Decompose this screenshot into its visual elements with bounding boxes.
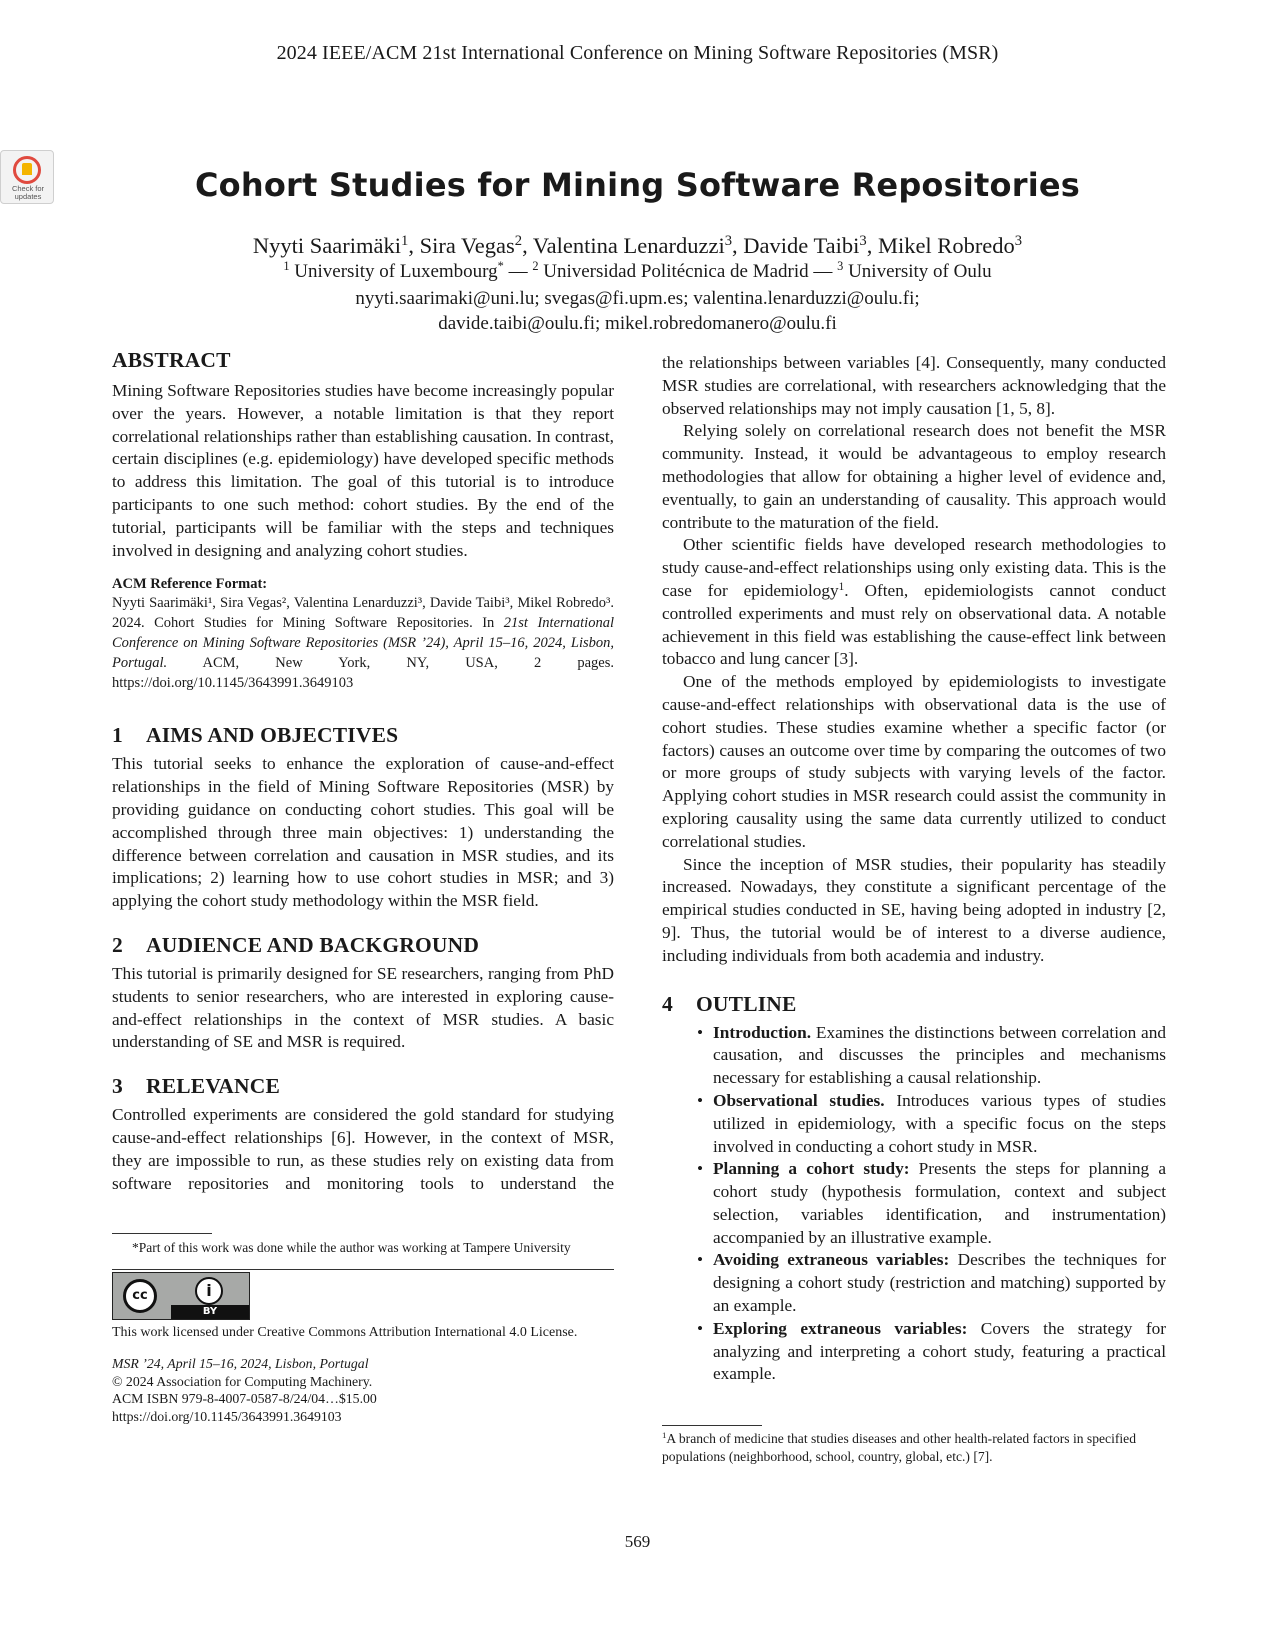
footnote-ref[interactable]: 1	[838, 580, 845, 593]
license-rule	[112, 1269, 614, 1270]
section-heading: 2 AUDIENCE AND BACKGROUND	[112, 932, 480, 957]
section-text: This tutorial is primarily designed for SE researchers, ranging from PhD students to senior researchers, who are interested in exploring cause-and-effect relationships in the context of MSR studies. A basic understanding of SE and MSR is required.	[112, 963, 614, 1052]
section-heading: 4 OUTLINE	[662, 991, 797, 1016]
footnote-text: $^1$A branch of medicine that studies diseases and other health-related factors in specified populations (neighborhood, school, country, global, etc.) [7].	[662, 1430, 1136, 1464]
abstract-text: Mining Software Repositories studies have become increasingly popular over the years. However, a notable limitation is that they report correlational relationships rather than establishing causation. In contrast, certain disciplines (e.g. epidemiology) have developed specific methods to address this limitation. The goal of this tutorial is to introduce participants to one such method: cohort studies. By the end of the tutorial, participants will be familiar with the steps and techniques involved in designing and analyzing cohort studies.	[112, 381, 614, 560]
section-text: the relationships between variables [4]. Consequently, many conducted MSR studies are correlational, with researchers acknowledging that the observed relationships may not imply causation [1, 5, 8].	[662, 353, 1166, 418]
author-emails	[0, 286, 1275, 336]
email-line: nyyti.saarimaki@uni.lu; svegas@fi.upm.es; valentina.lenarduzzi@oulu.fi;	[355, 288, 920, 309]
section-heading: 1 AIMS AND OBJECTIVES	[112, 723, 399, 748]
affiliations: $^1$ University of Luxembourg* — $^2$ Universidad Politécnica de Madrid — $^3$ University of Oulu	[283, 259, 992, 282]
abstract-heading: ABSTRACT	[112, 348, 231, 372]
list-item: • Exploring extraneous variables: Covers the strategy for analyzing and interpreting a cohort study, featuring a practical example.	[697, 1318, 1166, 1384]
section-text: Other scientific fields have developed research methodologies to study cause-and-effect relationships using only existing data. This is the case for epidemiology$^1$. Often, epidemiologists cannot conduct controlled experiments and must rely on observational data. A notable achievement in this field was establishing the cause-effect link between tobacco and lung cancer [3].	[662, 535, 1166, 669]
list-item: • Introduction. Examines the distinctions between correlation and causation, and discusses the principles and mechanisms necessary for establishing a causal relationship.	[697, 1022, 1166, 1088]
section-text: This tutorial seeks to enhance the exploration of cause-and-effect relationships in the field of Mining Software Repositories (MSR) by providing guidance on conducting cohort studies. This goal will be accomplished through three main objectives: 1) understanding the difference between correlation and causation in MSR studies, and its implications; 2) learning how to use cohort studies in MSR; and 3) applying the cohort study methodology within the MSR field.	[112, 754, 614, 911]
license-text: This work licensed under Creative Commons Attribution International 4.0 License.	[112, 1325, 578, 1340]
page-number: 569	[624, 1532, 651, 1551]
section-text: Relying solely on correlational research does not benefit the MSR community. Instead, it would be advantageous to employ research methodologies that allow for obtaining a higher level of evidence and, eventually, to gain an understanding of causality. This approach would contribute to the maturation of the field.	[662, 421, 1166, 532]
author: Nyyti Saarimäki	[252, 233, 401, 258]
author-list: Nyyti Saarimäki$^1$, Sira Vegas$^2$, Valentina Lenarduzzi$^3$, Davide Taibi$^3$, Mikel Robredo$^3$	[252, 232, 1023, 258]
author: Mikel Robredo	[877, 233, 1015, 258]
right-footnote	[662, 1425, 1166, 1466]
left-footer	[112, 1233, 614, 1425]
right-column	[662, 352, 1166, 1386]
list-item: • Planning a cohort study: Presents the steps for planning a cohort study (hypothesis formulation, context and subject selection, variables identification, and instrumentation) accompanied by an illustrative example.	[697, 1159, 1166, 1247]
footnote-text: *Part of this work was done while the author was working at Tampere University	[132, 1240, 571, 1255]
list-item: • Avoiding extraneous variables: Describes the techniques for designing a cohort study (restriction and matching) supported by an example.	[697, 1250, 1166, 1316]
acm-reference-heading: ACM Reference Format:	[112, 576, 268, 593]
acm-reference-text: Nyyti Saarimäki¹, Sira Vegas², Valentina Lenarduzzi³, Davide Taibi³, Mikel Robredo³. 2024. Cohort Studies for Mining Software Repositories. In 21st International Conference on Mining Software Repositories (MSR ’24), April 15–16, 2024, Lisbon, Portugal. ACM, New York, NY, USA, 2 pages. https://doi.org/10.1145/3643991.3649103	[112, 595, 614, 692]
footnote-rule	[662, 1425, 762, 1426]
outline-list	[662, 1022, 1166, 1387]
author: Sira Vegas	[419, 233, 515, 258]
badge-label: Check for updates	[11, 184, 45, 201]
creative-commons-by-icon[interactable]: cc i BY	[112, 1272, 250, 1320]
doi-link[interactable]: https://doi.org/10.1145/3643991.3649103	[112, 1408, 342, 1424]
email-line: davide.taibi@oulu.fi; mikel.robredomanero@oulu.fi	[438, 313, 837, 334]
author: Davide Taibi	[743, 233, 860, 258]
section-heading: 3 RELEVANCE	[112, 1074, 281, 1099]
footnote-rule	[112, 1233, 212, 1234]
author: Valentina Lenarduzzi	[532, 233, 725, 258]
paper-title: Cohort Studies for Mining Software Repositories	[194, 166, 1081, 204]
list-item: • Observational studies. Introduces various types of studies utilized in epidemiology, with a specific focus on the steps involved in conducting a cohort study in MSR.	[697, 1090, 1166, 1156]
conference-header: 2024 IEEE/ACM 21st International Conference on Mining Software Repositories (MSR)	[276, 42, 999, 64]
section-text: Controlled experiments are considered the gold standard for studying cause-and-effect relationships [6]. However, in the context of MSR, they are impossible to run, as these studies rely on existing data from software repositories and monitoring tools to understand the	[112, 1105, 614, 1193]
section-text: Since the inception of MSR studies, their popularity has steadily increased. Nowadays, they constitute a significant percentage of the empirical studies conducted in SE, having being adopted in industry [2, 9]. Thus, the tutorial would be of interest to a diverse audience, including individuals from both academia and industry.	[662, 854, 1166, 965]
publication-info: MSR ’24, April 15–16, 2024, Lisbon, Portugal © 2024 Association for Computing Machinery. ACM ISBN 979-8-4007-0587-8/24/04…$15.00 https://doi.org/10.1145/3643991.3649103	[112, 1355, 614, 1425]
left-column	[112, 348, 614, 1195]
section-text: One of the methods employed by epidemiologists to investigate cause-and-effect relationships with observational data is the use of cohort studies. These studies examine whether a specific factor (or factors) causes an outcome over time by comparing the outcomes of two or more groups of study subjects with varying levels of the factor. Applying cohort studies in MSR research could assist the community in exploring causality using the same data currently utilized to conduct correlational studies.	[662, 672, 1166, 851]
